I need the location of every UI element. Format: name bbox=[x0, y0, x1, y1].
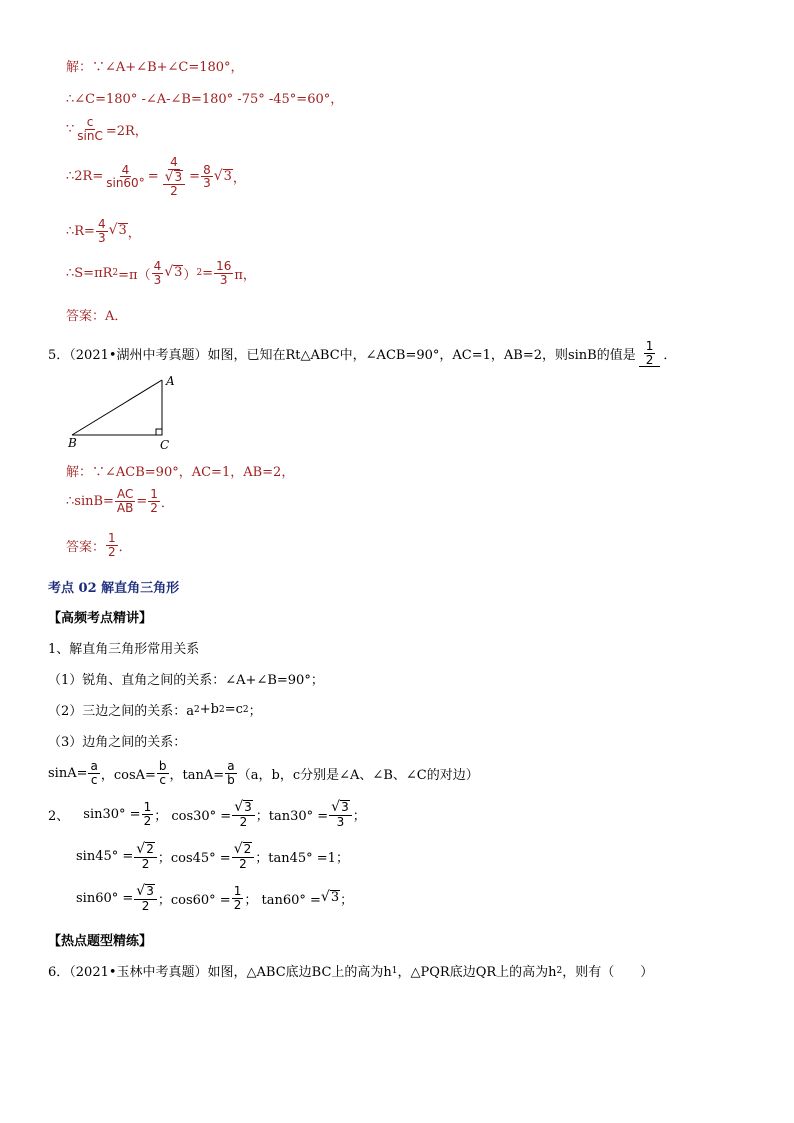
fraction: $\frac{16}{3}$ bbox=[216, 259, 232, 287]
fraction: $\frac{1}{2}$ bbox=[108, 531, 116, 559]
sqrt: √ 3 bbox=[108, 222, 127, 239]
fraction: √ 3 2 bbox=[232, 800, 255, 828]
fraction: √ 3 3 bbox=[329, 800, 352, 828]
fraction: $\frac{4}{3}$ bbox=[97, 217, 106, 245]
sol4-line6: ∴S=πR 2 =π（ $\frac{4}{3}$ √ 3 ） 2 = $\frac{16}{3}$ π， bbox=[66, 259, 256, 287]
special-values-row-30: 2、 sin30° = $\frac{1}{2}$ ； cos30° = √ 3 2 ；tan30° = √ 3 3 ； bbox=[48, 799, 366, 829]
sol4-line2 bbox=[66, 88, 343, 107]
fraction: √ 3 2 bbox=[163, 170, 186, 198]
special-values-row-45: sin45° = √ 2 2 ；cos45° = √ 2 2 ；tan45° =1； bbox=[76, 841, 349, 871]
sol4-answer: 答案：A． bbox=[66, 309, 128, 324]
fraction: $\frac{1}{2}$ bbox=[645, 339, 654, 367]
q6-stem: 6．（2021•玉林中考真题）如图，△ABC底边BC上的高为h 1 ，△PQR底边QR上的高为h 2 ，则有（ ） bbox=[48, 965, 654, 980]
fraction: $\frac{1}{2}$ bbox=[233, 884, 242, 912]
subsection-high-frequency: 【高频考点精讲】 bbox=[48, 611, 153, 626]
subsection-hot-practice: 【热点题型精练】 bbox=[48, 934, 153, 949]
fraction: 4 √ 3 2 bbox=[160, 156, 189, 198]
side-ab bbox=[72, 380, 162, 435]
sol4-line5: ∴R= $\frac{4}{3}$ √ 3 ， bbox=[66, 217, 141, 245]
q5-sol-line2: ∴sinB= $\frac{AC}{AB}$ = $\frac{1}{2}$ ． bbox=[66, 487, 174, 515]
fraction: √ 2 2 bbox=[134, 842, 157, 870]
special-values-row-60: sin60° = √ 3 2 ；cos60° = $\frac{1}{2}$ ； tan60° = √ 3 ； bbox=[76, 883, 354, 913]
sol4-text: ∴∠C=180° -∠A-∠B=180° -75° -45°=60°， bbox=[66, 92, 344, 107]
sol4-line4: ∴2R= $\frac{4}{\sin 60^\circ}$ = 4 √ 3 2 = $\frac{8}{3}$ √ 3 ， bbox=[66, 155, 246, 199]
paragraph: （1）锐角、直角之间的关系：∠A+∠B=90°； bbox=[48, 673, 324, 688]
fraction: $\frac{4}{\sin 60^\circ}$ bbox=[106, 162, 145, 191]
fraction: $\frac{4}{3}$ bbox=[153, 259, 162, 287]
sqrt: √ 3 bbox=[164, 264, 183, 281]
paragraph: 1、解直角三角形常用关系 bbox=[48, 642, 200, 657]
right-angle-marker bbox=[156, 429, 162, 435]
fraction: $\frac{AC}{AB}$ bbox=[116, 487, 134, 515]
paragraph: （3）边角之间的关系： bbox=[48, 735, 187, 750]
triangle-figure bbox=[64, 372, 184, 452]
section-title: 考点 02 解直角三角形 bbox=[48, 581, 180, 596]
fraction: √ 2 2 bbox=[232, 842, 255, 870]
trig-definitions: sinA= $\frac{a}{c}$ ，cosA= $\frac{b}{c}$ ，tanA= $\frac{a}{b}$ （a，b，c分别是∠A、∠B、∠C的对边） bbox=[48, 759, 479, 787]
q5-stem: 5．（2021•湖州中考真题）如图，已知在Rt△ABC中，∠ACB=90°，AC=1，AB=2，则sinB的值是 $\frac{1}{2}$ ． bbox=[48, 339, 677, 367]
sqrt: √ 3 bbox=[320, 889, 340, 906]
answer-blank bbox=[639, 340, 661, 367]
fraction: $\frac{b}{c}$ bbox=[158, 759, 167, 787]
fraction: $\frac{c}{\sin C}$ bbox=[77, 115, 103, 143]
fraction: √ 3 2 bbox=[134, 884, 157, 912]
vertex-label-b: B bbox=[68, 436, 77, 450]
sol4-line1 bbox=[66, 56, 244, 75]
vertex-label-c: C bbox=[160, 438, 170, 452]
paragraph: （2）三边之间的关系：a 2 +b 2 =c 2 ； bbox=[48, 702, 262, 719]
fraction: $\frac{1}{2}$ bbox=[150, 487, 158, 515]
fraction: $\frac{1}{2}$ bbox=[143, 800, 152, 828]
sqrt: √ 3 bbox=[213, 168, 232, 185]
sol4-text: 解：∵∠A+∠B+∠C=180°， bbox=[66, 60, 244, 75]
fraction: $\frac{a}{b}$ bbox=[227, 759, 235, 787]
fraction: $\frac{a}{c}$ bbox=[90, 759, 98, 787]
q5-sol-line1: 解：∵∠ACB=90°，AC=1，AB=2， bbox=[66, 465, 295, 480]
q5-answer: 答案： $\frac{1}{2}$ ． bbox=[66, 531, 132, 559]
vertex-label-a: A bbox=[166, 374, 175, 388]
fraction: $\frac{8}{3}$ bbox=[203, 162, 211, 191]
sol4-line3: ∵ $\frac{c}{\sin C}$ =2R， bbox=[66, 115, 148, 143]
